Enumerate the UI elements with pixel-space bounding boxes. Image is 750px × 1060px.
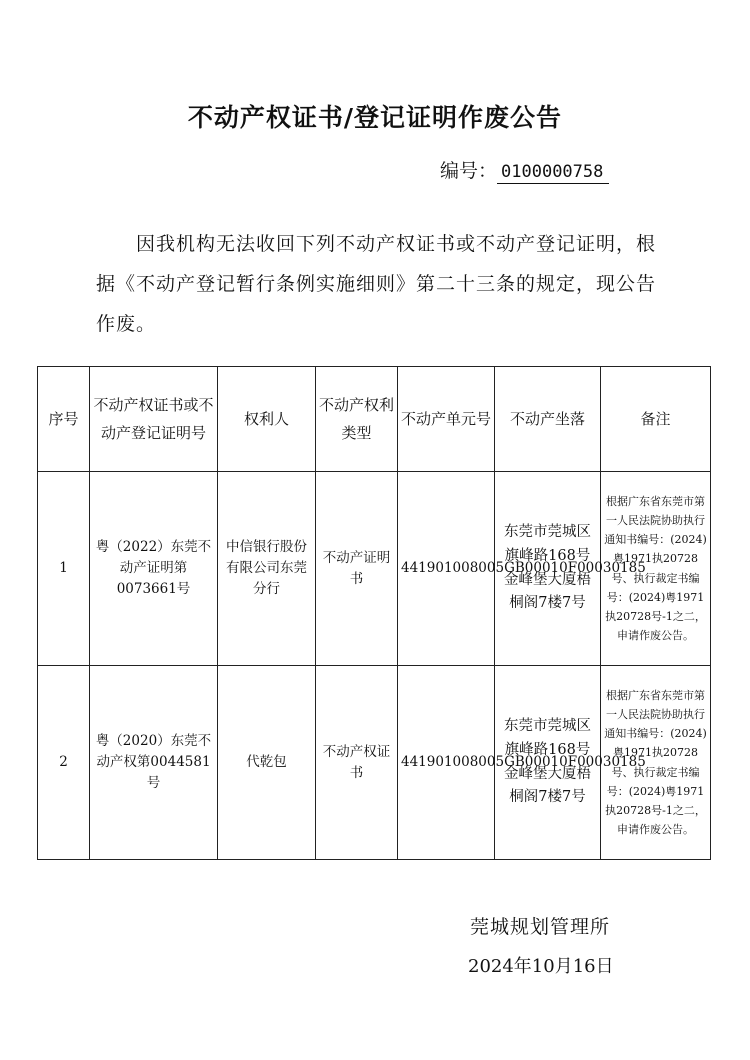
cell-holder: 中信银行股份有限公司东莞分行 — [218, 472, 316, 666]
doc-number — [440, 156, 609, 183]
header-cert-no: 不动产权证书或不动产登记证明号 — [90, 367, 218, 472]
header-seq: 序号 — [38, 367, 90, 472]
records-table — [37, 366, 711, 860]
cell-location: 东莞市莞城区旗峰路168号金峰堡大厦梧桐阁7楼7号 — [495, 666, 601, 860]
header-unit-no: 不动产单元号 — [398, 367, 495, 472]
header-remark: 备注 — [601, 367, 711, 472]
header-holder: 权利人 — [218, 367, 316, 472]
header-right-type: 不动产权利类型 — [316, 367, 398, 472]
cell-remark: 根据广东省东莞市第一人民法院协助执行通知书编号：(2024)粤1971执20728号、执行裁定书编号：(2024)粤1971执20728号-1之二，申请作废公告。 — [601, 666, 711, 860]
announcement-body: 因我机构无法收回下列不动产权证书或不动产登记证明，根据《不动产登记暂行条例实施细则》第二十三条的规定，现公告作废。 — [96, 233, 657, 335]
cell-remark: 根据广东省东莞市第一人民法院协助执行通知书编号：(2024)粤1971执20728号、执行裁定书编号：(2024)粤1971执20728号-1之二，申请作废公告。 — [601, 472, 711, 666]
table-header-row — [38, 367, 711, 472]
issuer-name: 莞城规划管理所 — [470, 916, 611, 938]
cell-cert-no: 粤（2020）东莞不动产权第0044581号 — [90, 666, 218, 860]
cell-holder: 代乾包 — [218, 666, 316, 860]
cell-cert-no: 粤（2022）东莞不动产证明第0073661号 — [90, 472, 218, 666]
cell-seq: 1 — [38, 472, 90, 666]
cell-right-type: 不动产权证书 — [316, 666, 398, 860]
doc-number-value: 0100000758 — [497, 162, 609, 184]
cell-seq: 2 — [38, 666, 90, 860]
cell-location: 东莞市莞城区旗峰路168号金峰堡大厦梧桐阁7楼7号 — [495, 472, 601, 666]
issue-date: 2024年10月16日 — [468, 956, 614, 977]
cell-unit-no: 441901008005GB00010F00030185 — [398, 666, 495, 860]
table-row — [38, 666, 711, 860]
cell-unit-no: 441901008005GB00010F00030185 — [398, 472, 495, 666]
table-row — [38, 472, 711, 666]
cell-right-type: 不动产证明书 — [316, 472, 398, 666]
header-location: 不动产坐落 — [495, 367, 601, 472]
doc-number-label: 编号： — [440, 160, 498, 182]
page-title: 不动产权证书/登记证明作废公告 — [187, 103, 563, 132]
